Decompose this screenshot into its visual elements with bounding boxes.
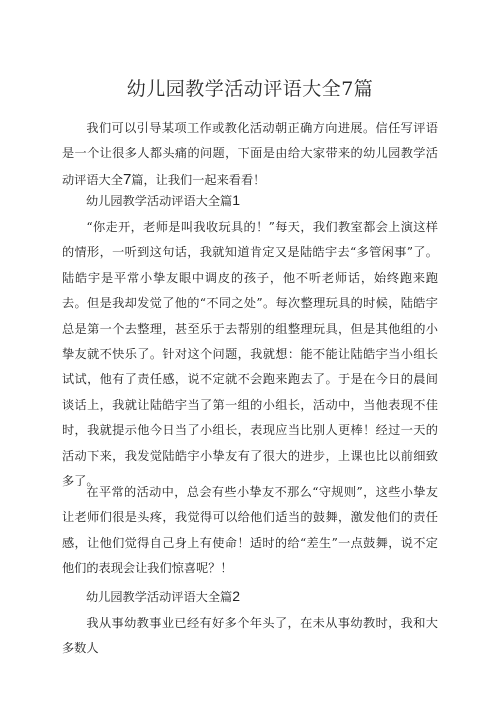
section-2-heading	[86, 588, 240, 605]
section-1-paragraph-2: 在平常的活动中，总会有些小挚友不那么“守规则”，这些小挚友让老师们很是头疼，我觉得可以给他们适当的鼓舞，激发他们的责任感，让他们觉得自己身上有使命！适时的给“差生”一点鼓舞，说不定他们的表现会让我们惊喜呢？！	[62, 485, 438, 576]
intro-number: 7	[122, 170, 132, 188]
intro-paragraph	[62, 116, 438, 193]
section-1-heading-text: 幼儿园教学活动评语大全篇	[86, 194, 233, 208]
section-1-heading-number: 1	[232, 192, 241, 208]
section-2-paragraph-1: 我从事幼教事业已经有好多个年头了，在未从事幼教时，我和大多数人	[62, 616, 438, 656]
section-2-heading-text: 幼儿园教学活动评语大全篇	[86, 590, 233, 604]
intro-text-after: 篇，让我们一起来看看！	[131, 172, 266, 187]
intro-text-before: 我们可以引导某项工作或教化活动朝正确方向进展。信任写评语是一个让很多人都头痛的问题，下面是由给大家带来的幼儿园教学活动评语大全	[62, 121, 438, 187]
section-2-heading-number: 2	[232, 588, 241, 604]
section-1-paragraph-1: “你走开，老师是叫我收玩具的！”每天，我们教室都会上演这样的情形，一听到这句话，我就知道肯定又是陆皓宇去“多管闲事”了。陆皓宇是平常小挚友眼中调皮的孩子，他不听老师话，始终跑来跑去。但是我却发觉了他的“不同之处”。每次整理玩具的时候，陆皓宇总是第一个去整理，甚至乐于去帮别的组整理玩具，但是其他组的小挚友就不快乐了。针对这个问题，我就想：能不能让陆皓宇当小组长试试，他有了责任感，说不定就不会跑来跑去了。于是在今日的晨间谈话上，我就让陆皓宇当了第一组的小组长，活动中，当他表现不佳时，我就提示他今日当了小组长，表现应当比别人更棒！经过一天的活动下来，我发觉陆皓宇小挚友有了很大的进步，上课也比以前细致多了。	[62, 220, 438, 489]
section-1-heading	[86, 192, 240, 209]
document-title: 幼儿园教学活动评语大全7篇	[126, 78, 374, 100]
